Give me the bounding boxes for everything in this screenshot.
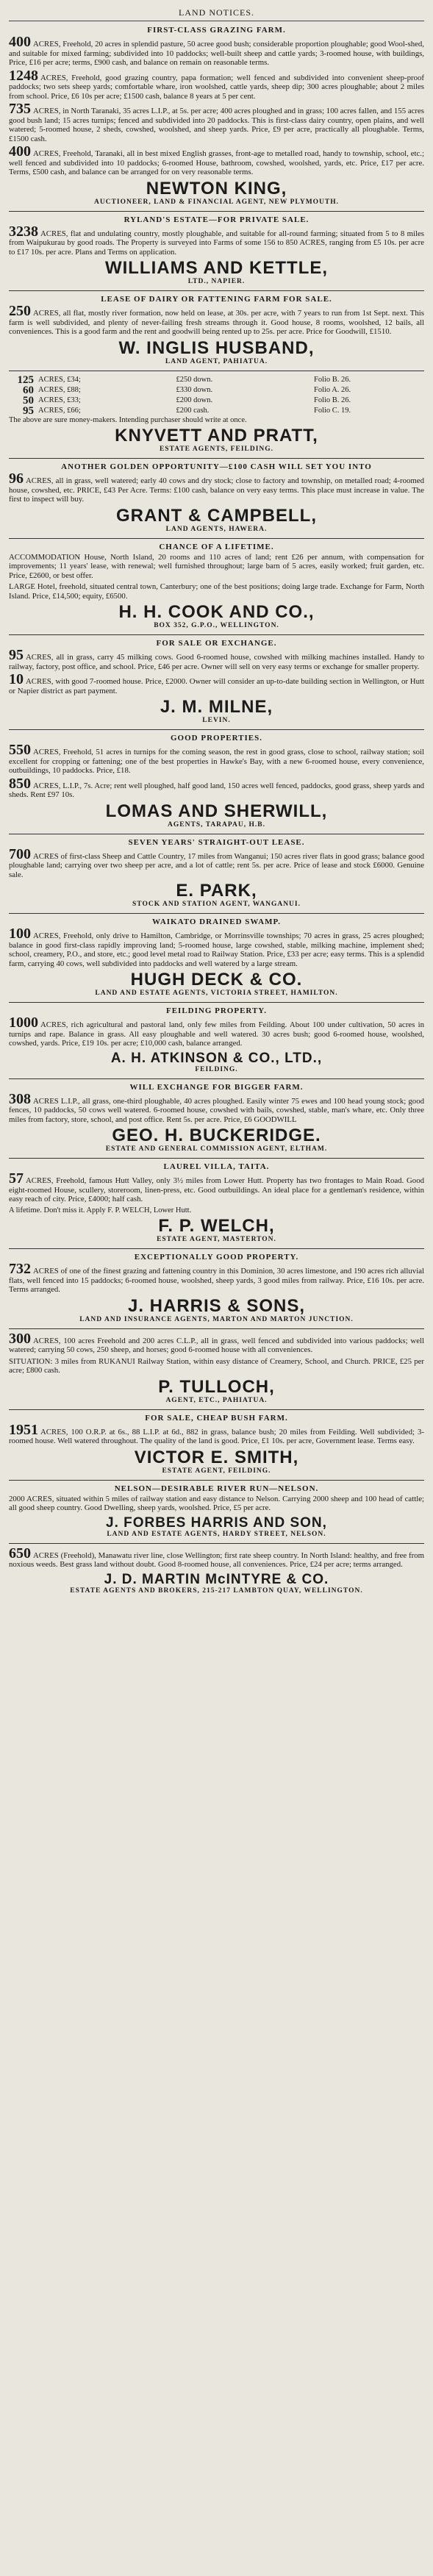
advertisement — [9, 543, 424, 631]
lot-text: ACRES, rich agricultural and pastoral land, only few miles from Feilding. About 100 under cultivation, 50 acres in turnips and rape. Balance in grass. All easy ploughable and well watered. 30 acres bush; good 6-roomed house, woolshed, cowshed, yards. Price, £19 10s. per acre; £10,000 cash, balance arranged. — [9, 1020, 424, 1048]
ad-lot — [9, 223, 424, 257]
agent-role: ESTATE AGENT, MASTERTON. — [157, 1236, 276, 1243]
ad-heading: FOR SALE, CHEAP BUSH FARM. — [145, 1413, 288, 1423]
lot-acreage: 650 — [9, 1545, 31, 1561]
lot-text: ACRES, Freehold, only drive to Hamilton, Cambridge, or Morrinsville townships; 70 acres in grass, 25 acres ploughed; balance in good first-class rapidly improving land; 5-roomed house, large cowshed, stable, milking machine, implement shed; school, creamery, P.O., and store, etc.; good level metal road to Railway Station. Price, £33 per acre; easy terms. This is a splendid farm, carrying 40 cows, well subdivided into paddocks and well watered by a large stream. — [9, 931, 424, 968]
lot-acreage: 57 — [9, 1170, 24, 1187]
lot-text: ACRES, Freehold, good grazing country, papa formation; well fenced and subdivided into convenient sheep-proof paddocks; two sets sheep yards; comfortable whare, iron woolshed, cattle yards, sheep dip; 300 acres ploughable; about 2 miles from school. Price, £6 10s per acre; £1500 cash, balance 8 years at 5 per cent. — [9, 73, 424, 101]
lot-text: ACRES, Freehold, 51 acres in turnips for the coming season, the rest in good grass, close to school, railway station; soil excellent for cropping or fattening; one of the best properties in Hawke's Bay, with a new 6-roomed house, every convenience, outbuildings, 10 paddocks. Price, £18. — [9, 748, 424, 775]
lot-text: ACCOMMODATION House, North Island, 20 rooms and 110 acres of land; rent £26 per annum, with compensation for improvements; 11 years' lease, with renewal; well furnished throughout; large barn of 5 acres, easily worked; fruit garden, etc. Price, £2600, or best offer. — [9, 552, 424, 580]
listing-folio: Folio B. 26. — [314, 375, 351, 384]
lot-acreage: 3238 — [9, 223, 38, 240]
ad-heading: ANOTHER GOLDEN OPPORTUNITY—£100 CASH WILL SET YOU INTO — [61, 462, 372, 471]
listing-folio: Folio A. 26. — [314, 385, 351, 394]
agent-name: KNYVETT AND PRATT, — [115, 426, 318, 446]
agent-name: J. HARRIS & SONS, — [127, 1295, 306, 1316]
ad-heading: LAUREL VILLA, TAITA. — [163, 1162, 270, 1171]
ad-lot — [9, 1421, 424, 1446]
lot-acreage: 96 — [9, 471, 24, 487]
lot-acreage: 95 — [9, 647, 24, 663]
agent-role: AGENT, ETC., PAHIATUA. — [165, 1396, 268, 1404]
listing-folio: Folio C. 19. — [314, 406, 351, 415]
ad-heading: FIRST-CLASS GRAZING FARM. — [147, 26, 286, 35]
ads-column — [9, 26, 424, 1595]
lot-text: ACRES, Freehold, famous Hutt Valley, only 3½ miles from Lower Hutt. Property has two frontages to Main Road. Good eight-roomed House, scullery, storeroom, linen-press, etc. Good outbuildings. An ideal place for a gentleman's residence, within easy reach of city. Price, £4000; half cash. — [9, 1176, 424, 1203]
advertisement — [9, 1162, 424, 1244]
lot-text: ACRES, L.I.P., 7s. Acre; rent well ploughed, half good land, 150 acres well fenced, paddocks, good grass, sheep yards and sheds. Rent £97 10s. — [9, 781, 424, 799]
lot-acreage: 300 — [9, 1330, 31, 1347]
lot-text: ACRES, Freehold, Taranaki, all in best mixed English grasses, front-age to metalled road, handy to township, school, etc.; well fenced and subdivided into 10 paddocks; 6-roomed House, bathroom, cowshed, woolshed, yards, etc. Price, £17 per acre. Terms, £500 cash, and balance can be arranged for on very reasonable terms. — [9, 149, 424, 176]
ad-heading: GOOD PROPERTIES. — [170, 734, 263, 743]
section-title: LAND NOTICES. — [9, 7, 424, 21]
listing-row — [9, 375, 424, 385]
agent-name: J. M. MILNE, — [160, 697, 273, 717]
listing-row — [9, 385, 424, 396]
advertisement — [9, 1484, 424, 1539]
ad-lot — [9, 1495, 424, 1513]
lot-text: ACRES, all flat, mostly river formation, now held on lease, at 30s. per acre, with 7 years to run from 1st Sept. next. This farm is well subdivided, and plenty of never-failing fresh streams through it. Good house, 8 rooms, woolshed, 12 bails, all conveniences. This is a good farm and the rent and goodwill being rented up to 25s. per acre. Price for Goodwill, £1510. — [9, 309, 424, 336]
listing-text: ACRES, £33; — [38, 396, 81, 404]
ad-heading: EXCEPTIONALLY GOOD PROPERTY. — [134, 1253, 299, 1262]
lot-text: ACRES, 100 acres Freehold and 200 acres C.L.P., all in grass, well fenced and subdivided into various paddocks; well watered; carrying 50 cows, 250 sheep, and horses; good 6-roomed house with all conveniences. — [9, 1336, 424, 1354]
agent-role: LAND AGENTS, HAWERA. — [165, 525, 268, 533]
lot-text: 2000 ACRES, situated within 5 miles of railway station and easy distance to Nelson. Carrying 2000 sheep and 100 head of cattle; all good sheep country. Good Dwelling, sheep yards, woolshed. Price, £5 per acre. — [9, 1494, 424, 1512]
divider-rule — [9, 1248, 424, 1249]
agent-role: LEVIN. — [202, 717, 231, 724]
lot-acreage: 732 — [9, 1261, 31, 1277]
ad-lot — [9, 1545, 424, 1570]
ad-lot — [9, 473, 424, 504]
divider-rule — [9, 1002, 424, 1003]
lot-acreage: 1248 — [9, 67, 38, 84]
lot-text: ACRES of first-class Sheep and Cattle Country, 17 miles from Wanganui; 150 acres river flats in good grass; balance good ploughable land; carrying over two sheep per acre, and a lot of cattle; rent 5s. per acre. Price of lease and stock £6000. Genuine sale. — [9, 851, 424, 879]
ad-lot — [9, 553, 424, 581]
listing-acreage: 50 — [23, 394, 34, 407]
lot-text: ACRES of one of the finest grazing and fattening country in this Dominion, 30 acres limestone, and 190 acres rich alluvial flats, well fenced into 15 paddocks; 6-roomed house, woolshed, sheep yards, 3 good miles from railway. Price, £16 10s. per acre. Terms arranged. — [9, 1267, 424, 1294]
agent-name: HUGH DECK & CO. — [130, 970, 303, 990]
agent-name: WILLIAMS AND KETTLE, — [104, 258, 329, 278]
agent-name: A. H. ATKINSON & CO., LTD., — [110, 1050, 323, 1066]
agent-role: ESTATE AGENT, FEILDING. — [162, 1467, 271, 1475]
ad-lot — [9, 744, 424, 776]
listing-price: £200 down. — [176, 396, 213, 404]
divider-rule — [9, 1543, 424, 1544]
ad-lot — [9, 1357, 424, 1375]
ad-lot — [9, 775, 424, 800]
listing-row — [9, 396, 424, 406]
advertisement — [9, 639, 424, 725]
divider-rule — [9, 1078, 424, 1079]
listing-text: ACRES, £66; — [38, 406, 81, 415]
divider-rule — [9, 634, 424, 635]
agent-name: GEO. H. BUCKERIDGE. — [112, 1126, 321, 1145]
advertisement — [9, 734, 424, 829]
advertisement — [9, 1545, 424, 1595]
advertisement — [9, 1253, 424, 1324]
ad-heading: WAIKATO DRAINED SWAMP. — [152, 917, 281, 926]
listing-acreage: 125 — [17, 373, 34, 386]
agent-name: H. H. COOK AND CO., — [118, 602, 315, 622]
ad-lot — [9, 1017, 424, 1048]
divider-rule — [9, 458, 424, 459]
ad-lot — [9, 143, 424, 177]
advertisement — [9, 462, 424, 534]
ad-lot — [9, 305, 424, 337]
ad-lot — [9, 582, 424, 601]
advertisement — [9, 1414, 424, 1475]
agent-role: STOCK AND STATION AGENT, WANGANUI. — [132, 901, 301, 908]
lot-acreage: 250 — [9, 303, 31, 319]
listing-acreage: 95 — [23, 404, 34, 417]
ad-note: The above are sure money-makers. Intending purchaser should write at once. — [9, 415, 247, 424]
lot-text: ACRES, in North Taranaki, 35 acres L.I.P., at 5s. per acre; 400 acres ploughed and in grass; 100 acres fallen, and 155 acres good bush land; 15 acres turnips; fenced and subdivided into 20 paddocks. This is first-class dairy country, open plains, and well watered; 5-roomed house, 2 sheds, cowshed, woolshed, and sheep yards. Price, £9 per acre, practically all ploughable. Terms, £1500 cash. — [9, 107, 424, 143]
agent-name: P. TULLOCH, — [158, 1376, 275, 1397]
lot-text: LARGE Hotel, freehold, situated central town, Canterbury; one of the best positions; doing large trade. Exchange for Farm, North Island. Price, £14,500; equity, £6500. — [9, 582, 424, 601]
ad-lot — [9, 67, 424, 101]
newspaper-page — [9, 0, 424, 1595]
agent-role: LAND AND INSURANCE AGENTS, MARTON AND MARTON JUNCTION. — [79, 1315, 354, 1323]
advertisement — [9, 375, 424, 454]
agent-role: ESTATE AGENTS AND BROKERS, 215-217 LAMBTON QUAY, WELLINGTON. — [70, 1586, 363, 1595]
divider-rule — [9, 729, 424, 730]
listing-text: ACRES, £34; — [38, 375, 81, 384]
advertisement — [9, 917, 424, 998]
ad-heading: WILL EXCHANGE FOR BIGGER FARM. — [129, 1082, 304, 1092]
ad-lot — [9, 36, 424, 68]
agent-role: LAND AND ESTATE AGENTS, HARDY STREET, NELSON. — [107, 1530, 326, 1538]
ad-lot — [9, 1090, 424, 1125]
ad-heading: NELSON—DESIRABLE RIVER RUN—NELSON. — [114, 1484, 319, 1493]
agent-name: NEWTON KING, — [146, 178, 287, 198]
lot-acreage: 308 — [9, 1090, 31, 1107]
lot-acreage: 1000 — [9, 1015, 38, 1031]
lot-text: ACRES, Freehold, 20 acres in splendid pasture, 50 acree good bush; considerable proportion ploughable; good Wool-shed, and suitable for mixed farming; subdivided into 10 paddocks; well-built sheep and cattle yards; 3-roomed house, with buildings, Price, £16 per acre; terms, £900 cash, and balance on remain on reasonable terms. — [9, 40, 424, 67]
lot-text: ACRES, all in grass, carry 45 milking cows. Good 6-roomed house, cowshed with milking machines installed. Handy to railway, factory, post office, and school. Price, £46 per acre. Owner will sell on very easy terms or exchange for smaller property. — [9, 653, 424, 671]
lot-text: SITUATION: 3 miles from RUKANUI Railway Station, within easy distance of Creamery, School, and Church. PRICE, £25 per acre; £800 cash. — [9, 1356, 424, 1375]
listing-acreage: 60 — [23, 384, 34, 396]
agent-name: J. FORBES HARRIS AND SON, — [106, 1514, 327, 1531]
listing-text: ACRES, £88; — [38, 385, 81, 394]
agent-role: AGENTS, TARAPAU, H.B. — [168, 820, 265, 829]
divider-rule — [9, 290, 424, 291]
ad-lot — [9, 845, 424, 880]
divider-rule — [9, 211, 424, 212]
lot-acreage: 10 — [9, 671, 24, 687]
agent-role: BOX 352, G.P.O., WELLINGTON. — [154, 622, 279, 629]
agent-name: VICTOR E. SMITH, — [134, 1447, 299, 1467]
divider-rule — [9, 1158, 424, 1159]
lot-acreage: 400 — [9, 143, 31, 160]
ad-heading: FOR SALE OR EXCHANGE. — [156, 639, 277, 648]
lot-acreage: 100 — [9, 926, 31, 942]
divider-rule — [9, 538, 424, 539]
listing-price: £250 down. — [176, 375, 213, 384]
lot-acreage: 400 — [9, 34, 31, 50]
divider-rule — [9, 1328, 424, 1329]
lot-acreage: 700 — [9, 845, 31, 862]
lot-text: ACRES L.I.P., all grass, one-third ploughable, 40 acres ploughed. Easily winter 75 ewes and 100 head young stock; good fences, 10 paddocks, 50 cows well watered. 6-roomed house, cowshed with bails, cowshed, stable, man's whare, etc. Only three miles from factory, store, school, and post office. Rent 5s. per acre. Price, £6 GOODWILL — [9, 1096, 424, 1124]
ad-note: A lifetime. Don't miss it. Apply F. P. WELCH, Lower Hutt. — [9, 1206, 192, 1214]
lot-acreage: 1951 — [9, 1421, 38, 1438]
agent-role: LAND AND ESTATE AGENTS, VICTORIA STREET, HAMILTON. — [95, 990, 338, 997]
ad-heading: LEASE OF DAIRY OR FATTENING FARM FOR SALE. — [101, 295, 332, 304]
ad-lot — [9, 1263, 424, 1295]
lot-text: ACRES (Freehold), Manawatu river line, close Wellington; first rate sheep country. In North Island: healthy, and free from noxious weeds. Best grass land without doubt. Good 8-roomed house, all conveniences. Price, £24 per acre; terms arranged. — [9, 1550, 424, 1569]
lot-acreage: 550 — [9, 742, 31, 758]
ad-lot — [9, 928, 424, 968]
agent-name: J. D. MARTIN McINTYRE & CO. — [104, 1571, 329, 1587]
advertisement — [9, 26, 424, 207]
divider-rule — [9, 913, 424, 914]
ad-heading: FEILDING PROPERTY. — [165, 1006, 267, 1015]
listing-row — [9, 406, 424, 416]
agent-role: LAND AGENT, PAHIATUA. — [165, 357, 268, 365]
lot-text: ACRES, 100 O.R.P. at 6s., 88 L.I.P. at 6d., 882 in grass, balance bush; 20 miles from Feilding. Well subdivided; 3-roomed house. Well watered throughout. The quality of the land is good. Price, £1 10s. per acre, Government lease. Terms easy. — [9, 1427, 424, 1445]
ad-lot — [9, 673, 424, 695]
lot-acreage: 735 — [9, 101, 31, 117]
ad-lot — [9, 1170, 424, 1204]
advertisement — [9, 1330, 424, 1405]
agent-name: GRANT & CAMPBELL, — [116, 505, 317, 526]
lot-text: ACRES, with good 7-roomed house. Price, £2000. Owner will consider an up-to-date building section in Wellington, or Hutt or Napier district as part payment. — [9, 677, 424, 695]
ad-heading: CHANCE OF A LIFETIME. — [159, 542, 274, 551]
advertisement — [9, 215, 424, 287]
ad-heading: RYLAND'S ESTATE—FOR PRIVATE SALE. — [124, 215, 309, 224]
advertisement — [9, 295, 424, 366]
agent-name: LOMAS AND SHERWILL, — [105, 801, 328, 821]
agent-role: FEILDING. — [195, 1065, 238, 1073]
ad-lot — [9, 103, 424, 143]
advertisement — [9, 838, 424, 909]
agent-role: ESTATE AND GENERAL COMMISSION AGENT, ELTHAM. — [105, 1145, 328, 1153]
agent-name: F. P. WELCH, — [158, 1216, 275, 1236]
advertisement — [9, 1006, 424, 1074]
agent-role: AUCTIONEER, LAND & FINANCIAL AGENT, NEW PLYMOUTH. — [93, 198, 340, 206]
ad-lot — [9, 1330, 424, 1355]
lot-text: ACRES, flat and undulating country, mostly ploughable, and suitable for all-round farming; situated from 5 to 8 miles from Waipukurau by good roads. The Property is surveyed into Farms of some 156 to 850 ACRES, ranging from £5 10s. per acre to £17 10s. per acre. Plans and Terms on application. — [9, 229, 424, 257]
lot-acreage: 850 — [9, 775, 31, 792]
ad-heading: SEVEN YEARS' STRAIGHT-OUT LEASE. — [128, 837, 305, 847]
lot-text: ACRES, all in grass, well watered; early 40 cows and dry stock; close to factory and township, on metalled road; 4-roomed house, cowshed, etc. PRICE, £43 Per Acre. Terms: £100 cash, balance on very easy terms. This place must increase in value. The first to inspect will buy. — [9, 476, 424, 504]
divider-rule — [9, 1480, 424, 1481]
agent-role: ESTATE AGENTS, FEILDING. — [159, 446, 274, 453]
agent-name: E. PARK, — [176, 881, 257, 901]
agent-role: LTD., NAPIER. — [187, 278, 246, 285]
divider-rule — [9, 1409, 424, 1410]
agent-name: W. INGLIS HUSBAND, — [118, 337, 315, 358]
listing-price: £330 down. — [176, 385, 213, 394]
advertisement — [9, 1083, 424, 1154]
listing-price: £200 cash. — [176, 406, 210, 415]
listing-folio: Folio B. 26. — [314, 396, 351, 404]
ad-lot — [9, 649, 424, 671]
